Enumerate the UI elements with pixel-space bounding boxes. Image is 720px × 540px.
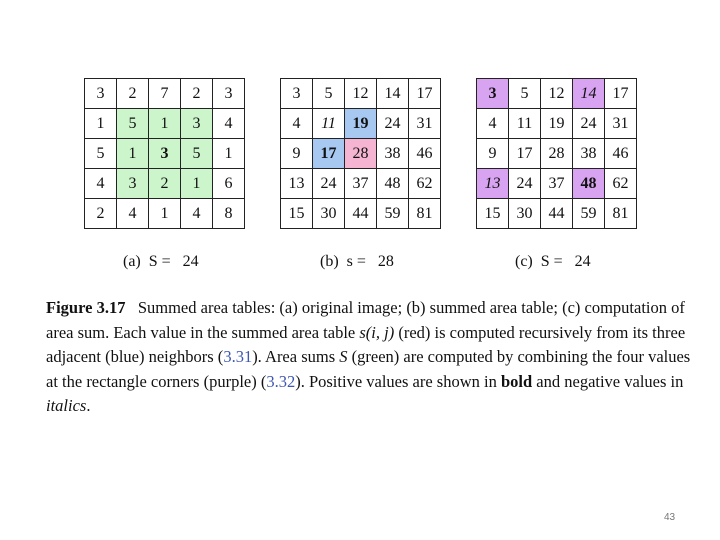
table-cell: 38 [377, 139, 409, 169]
table-cell: 5 [313, 79, 345, 109]
page-number: 43 [664, 512, 676, 523]
symbol-S: S [339, 347, 348, 366]
table-cell: 44 [345, 199, 377, 229]
table-cell: 11 [509, 109, 541, 139]
table-cell: 19 [541, 109, 573, 139]
table-cell: 46 [605, 139, 637, 169]
table-row [85, 109, 245, 139]
table-cell: 8 [213, 199, 245, 229]
table-original-image [84, 78, 245, 229]
table-row [85, 169, 245, 199]
table-cell: 15 [477, 199, 509, 229]
table-cell: 1 [85, 109, 117, 139]
table-cell: 24 [377, 109, 409, 139]
equation-ref-3-32[interactable]: 3.32 [266, 371, 296, 391]
table-cell: 3 [85, 79, 117, 109]
table-cell: 44 [541, 199, 573, 229]
table-row [85, 139, 245, 169]
table-cell: 7 [149, 79, 181, 109]
caption-text: and negative values in [532, 371, 684, 391]
table-cell: 2 [117, 79, 149, 109]
table-cell: 17 [605, 79, 637, 109]
table-cell: 3 [213, 79, 245, 109]
table-cell: 81 [409, 199, 441, 229]
table-cell: 9 [281, 139, 313, 169]
equation-s-i-j: s(i, j) [359, 322, 395, 342]
table-cell: 31 [605, 109, 637, 139]
table-cell: 3 [181, 109, 213, 139]
table-row [281, 79, 441, 109]
table-cell: 46 [409, 139, 441, 169]
figure-label: Figure 3.17 [46, 298, 126, 317]
table-cell: 59 [377, 199, 409, 229]
table-cell: 31 [409, 109, 441, 139]
table-cell: 14 [377, 79, 409, 109]
table-cell: 4 [281, 109, 313, 139]
table-row [477, 109, 637, 139]
table-cell: 37 [541, 169, 573, 199]
caption-text: (red) is computed recursively from its three adjacent (blue) neighbors ( [46, 322, 686, 366]
table-cell: 17 [409, 79, 441, 109]
table-cell: 3 [149, 139, 181, 169]
table-row [85, 79, 245, 109]
table-cell: 30 [313, 199, 345, 229]
caption-text: ). Positive values are shown in [295, 371, 501, 391]
table-cell: 3 [477, 79, 509, 109]
table-cell: 38 [573, 139, 605, 169]
table-cell: 1 [117, 139, 149, 169]
table-cell: 62 [605, 169, 637, 199]
table-cell: 24 [313, 169, 345, 199]
table-cell: 17 [509, 139, 541, 169]
table-cell: 2 [181, 79, 213, 109]
table-cell: 62 [409, 169, 441, 199]
table-cell: 3 [281, 79, 313, 109]
table-cell: 15 [281, 199, 313, 229]
subcaption-a: (a) S = 24 [123, 253, 199, 270]
table-cell: 4 [477, 109, 509, 139]
table-cell: 2 [85, 199, 117, 229]
table-row [477, 169, 637, 199]
table-cell: 13 [281, 169, 313, 199]
table-cell: 9 [477, 139, 509, 169]
bold-word: bold [500, 371, 533, 391]
table-cell: 81 [605, 199, 637, 229]
table-cell: 5 [117, 109, 149, 139]
table-area-sum-computation [476, 78, 637, 229]
table-cell: 13 [477, 169, 509, 199]
table-cell: 2 [149, 169, 181, 199]
table-cell: 1 [181, 169, 213, 199]
table-cell: 5 [181, 139, 213, 169]
table-cell: 1 [149, 109, 181, 139]
table-cell: 3 [117, 169, 149, 199]
table-row [281, 169, 441, 199]
equation-ref-3-31[interactable]: 3.31 [223, 347, 253, 366]
table-row [281, 139, 441, 169]
table-cell: 4 [85, 169, 117, 199]
table-cell: 12 [345, 79, 377, 109]
table-row [281, 109, 441, 139]
caption-text: (green) are computed by combining the four values at the rectangle corners (purple) ( [46, 347, 691, 391]
table-cell: 59 [573, 199, 605, 229]
caption-text: ). Area sums [252, 347, 340, 366]
table-cell: 24 [573, 109, 605, 139]
table-cell: 37 [345, 169, 377, 199]
table-cell: 48 [377, 169, 409, 199]
table-cell: 30 [509, 199, 541, 229]
caption-text: . [86, 396, 91, 415]
table-cell: 5 [509, 79, 541, 109]
table-cell: 19 [345, 109, 377, 139]
subcaption-c: (c) S = 24 [515, 253, 591, 270]
table-row [477, 79, 637, 109]
table-row [477, 139, 637, 169]
table-cell: 1 [149, 199, 181, 229]
table-cell: 14 [573, 79, 605, 109]
subcaption-b: (b) s = 28 [320, 253, 394, 270]
table-cell: 1 [213, 139, 245, 169]
table-summed-area [280, 78, 441, 229]
figure-caption [46, 296, 706, 419]
table-cell: 4 [213, 109, 245, 139]
table-cell: 6 [213, 169, 245, 199]
caption-text: Summed area tables: (a) original image; (b) summed area table; (c) computation of area sum. Each value in the summed area table [46, 298, 685, 342]
table-cell: 48 [573, 169, 605, 199]
table-cell: 28 [345, 139, 377, 169]
table-cell: 4 [181, 199, 213, 229]
table-row [85, 199, 245, 229]
table-cell: 4 [117, 199, 149, 229]
table-cell: 5 [85, 139, 117, 169]
table-cell: 17 [313, 139, 345, 169]
table-cell: 28 [541, 139, 573, 169]
table-cell: 24 [509, 169, 541, 199]
table-row [281, 199, 441, 229]
table-cell: 12 [541, 79, 573, 109]
table-row [477, 199, 637, 229]
italic-word: italics [46, 396, 87, 415]
table-cell: 11 [313, 109, 345, 139]
